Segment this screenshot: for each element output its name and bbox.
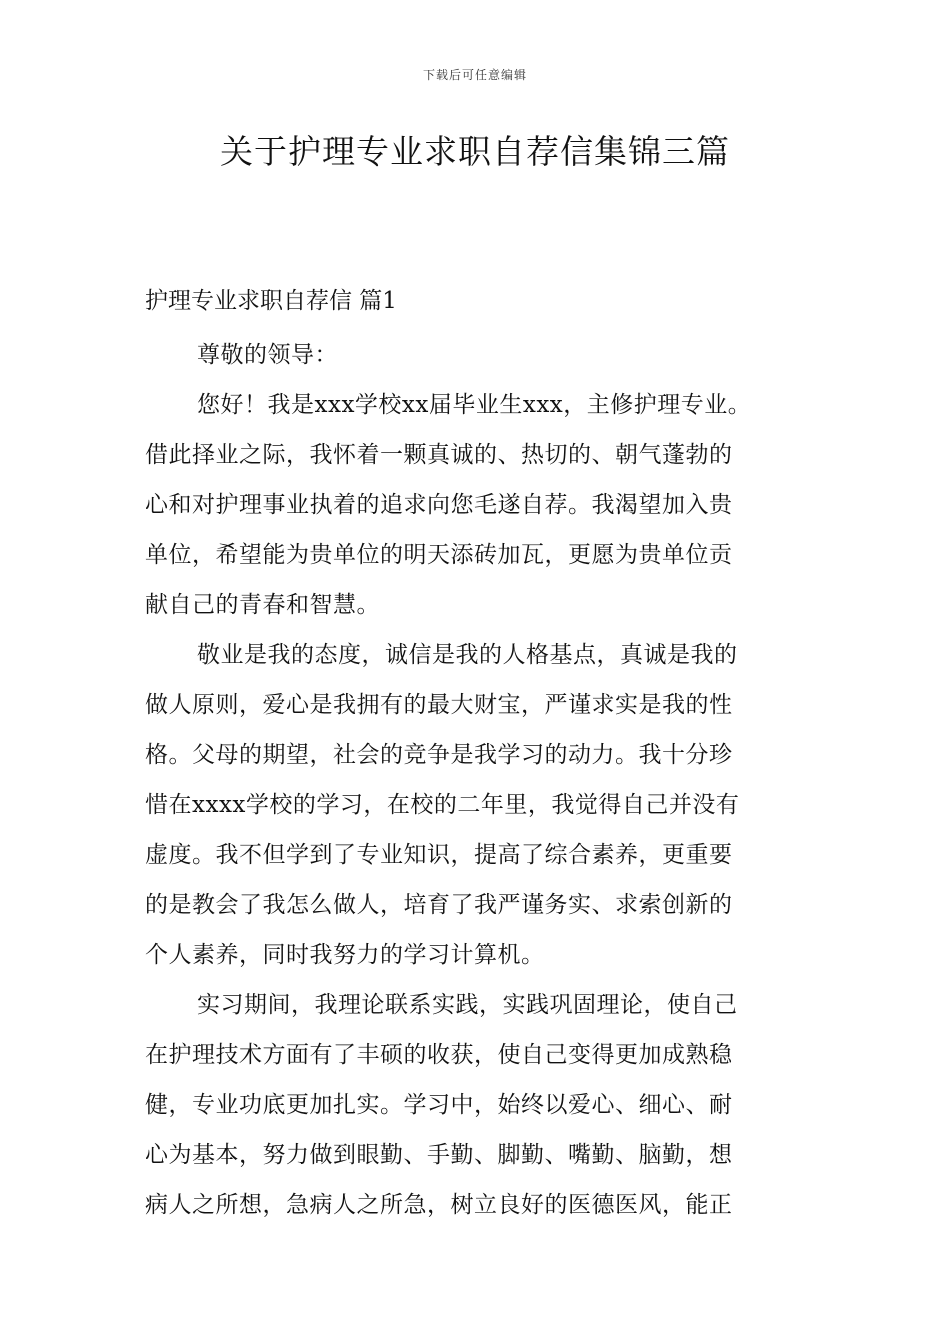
header-note: 下载后可任意编辑: [422, 68, 527, 82]
body-line: 敬业是我的态度，诚信是我的人格基点，真诚是我的: [197, 642, 738, 668]
body-line: 惜在xxxx学校的学习，在校的二年里，我觉得自己并没有: [145, 792, 740, 818]
body-line: 虚度。我不但学到了专业知识，提高了综合素养，更重要: [145, 842, 733, 868]
body-line: 的是教会了我怎么做人，培育了我严谨务实、求索创新的: [145, 892, 733, 918]
body-line: 健，专业功底更加扎实。学习中，始终以爱心、细心、耐: [145, 1092, 733, 1118]
body-line: 病人之所想，急病人之所急，树立良好的医德医风，能正: [145, 1192, 733, 1218]
body-line: 您好！我是xxx学校xx届毕业生xxx，主修护理专业。: [197, 392, 752, 418]
body-line: 做人原则，爱心是我拥有的最大财宝，严谨求实是我的性: [145, 692, 733, 718]
body-line: 心为基本，努力做到眼勤、手勤、脚勤、嘴勤、脑勤，想: [145, 1142, 733, 1168]
body-line: 格。父母的期望，社会的竞争是我学习的动力。我十分珍: [145, 742, 733, 768]
body-line: 在护理技术方面有了丰硕的收获，使自己变得更加成熟稳: [145, 1042, 733, 1068]
body-line: 借此择业之际，我怀着一颗真诚的、热切的、朝气蓬勃的: [145, 442, 733, 468]
salutation-line: 尊敬的领导：: [197, 342, 338, 368]
body-line: 实习期间，我理论联系实践，实践巩固理论，使自己: [197, 992, 738, 1018]
body-line: 单位，希望能为贵单位的明天添砖加瓦，更愿为贵单位贡: [145, 542, 733, 568]
body-line: 献自己的青春和智慧。: [145, 592, 380, 618]
body-line: 心和对护理事业执着的追求向您毛遂自荐。我渴望加入贵: [145, 492, 733, 518]
body-line: 个人素养，同时我努力的学习计算机。: [145, 942, 545, 968]
letter-body: [145, 330, 835, 1230]
document-title: 关于护理专业求职自荐信集锦三篇: [220, 132, 730, 171]
section-heading: 护理专业求职自荐信 篇1: [145, 288, 397, 314]
